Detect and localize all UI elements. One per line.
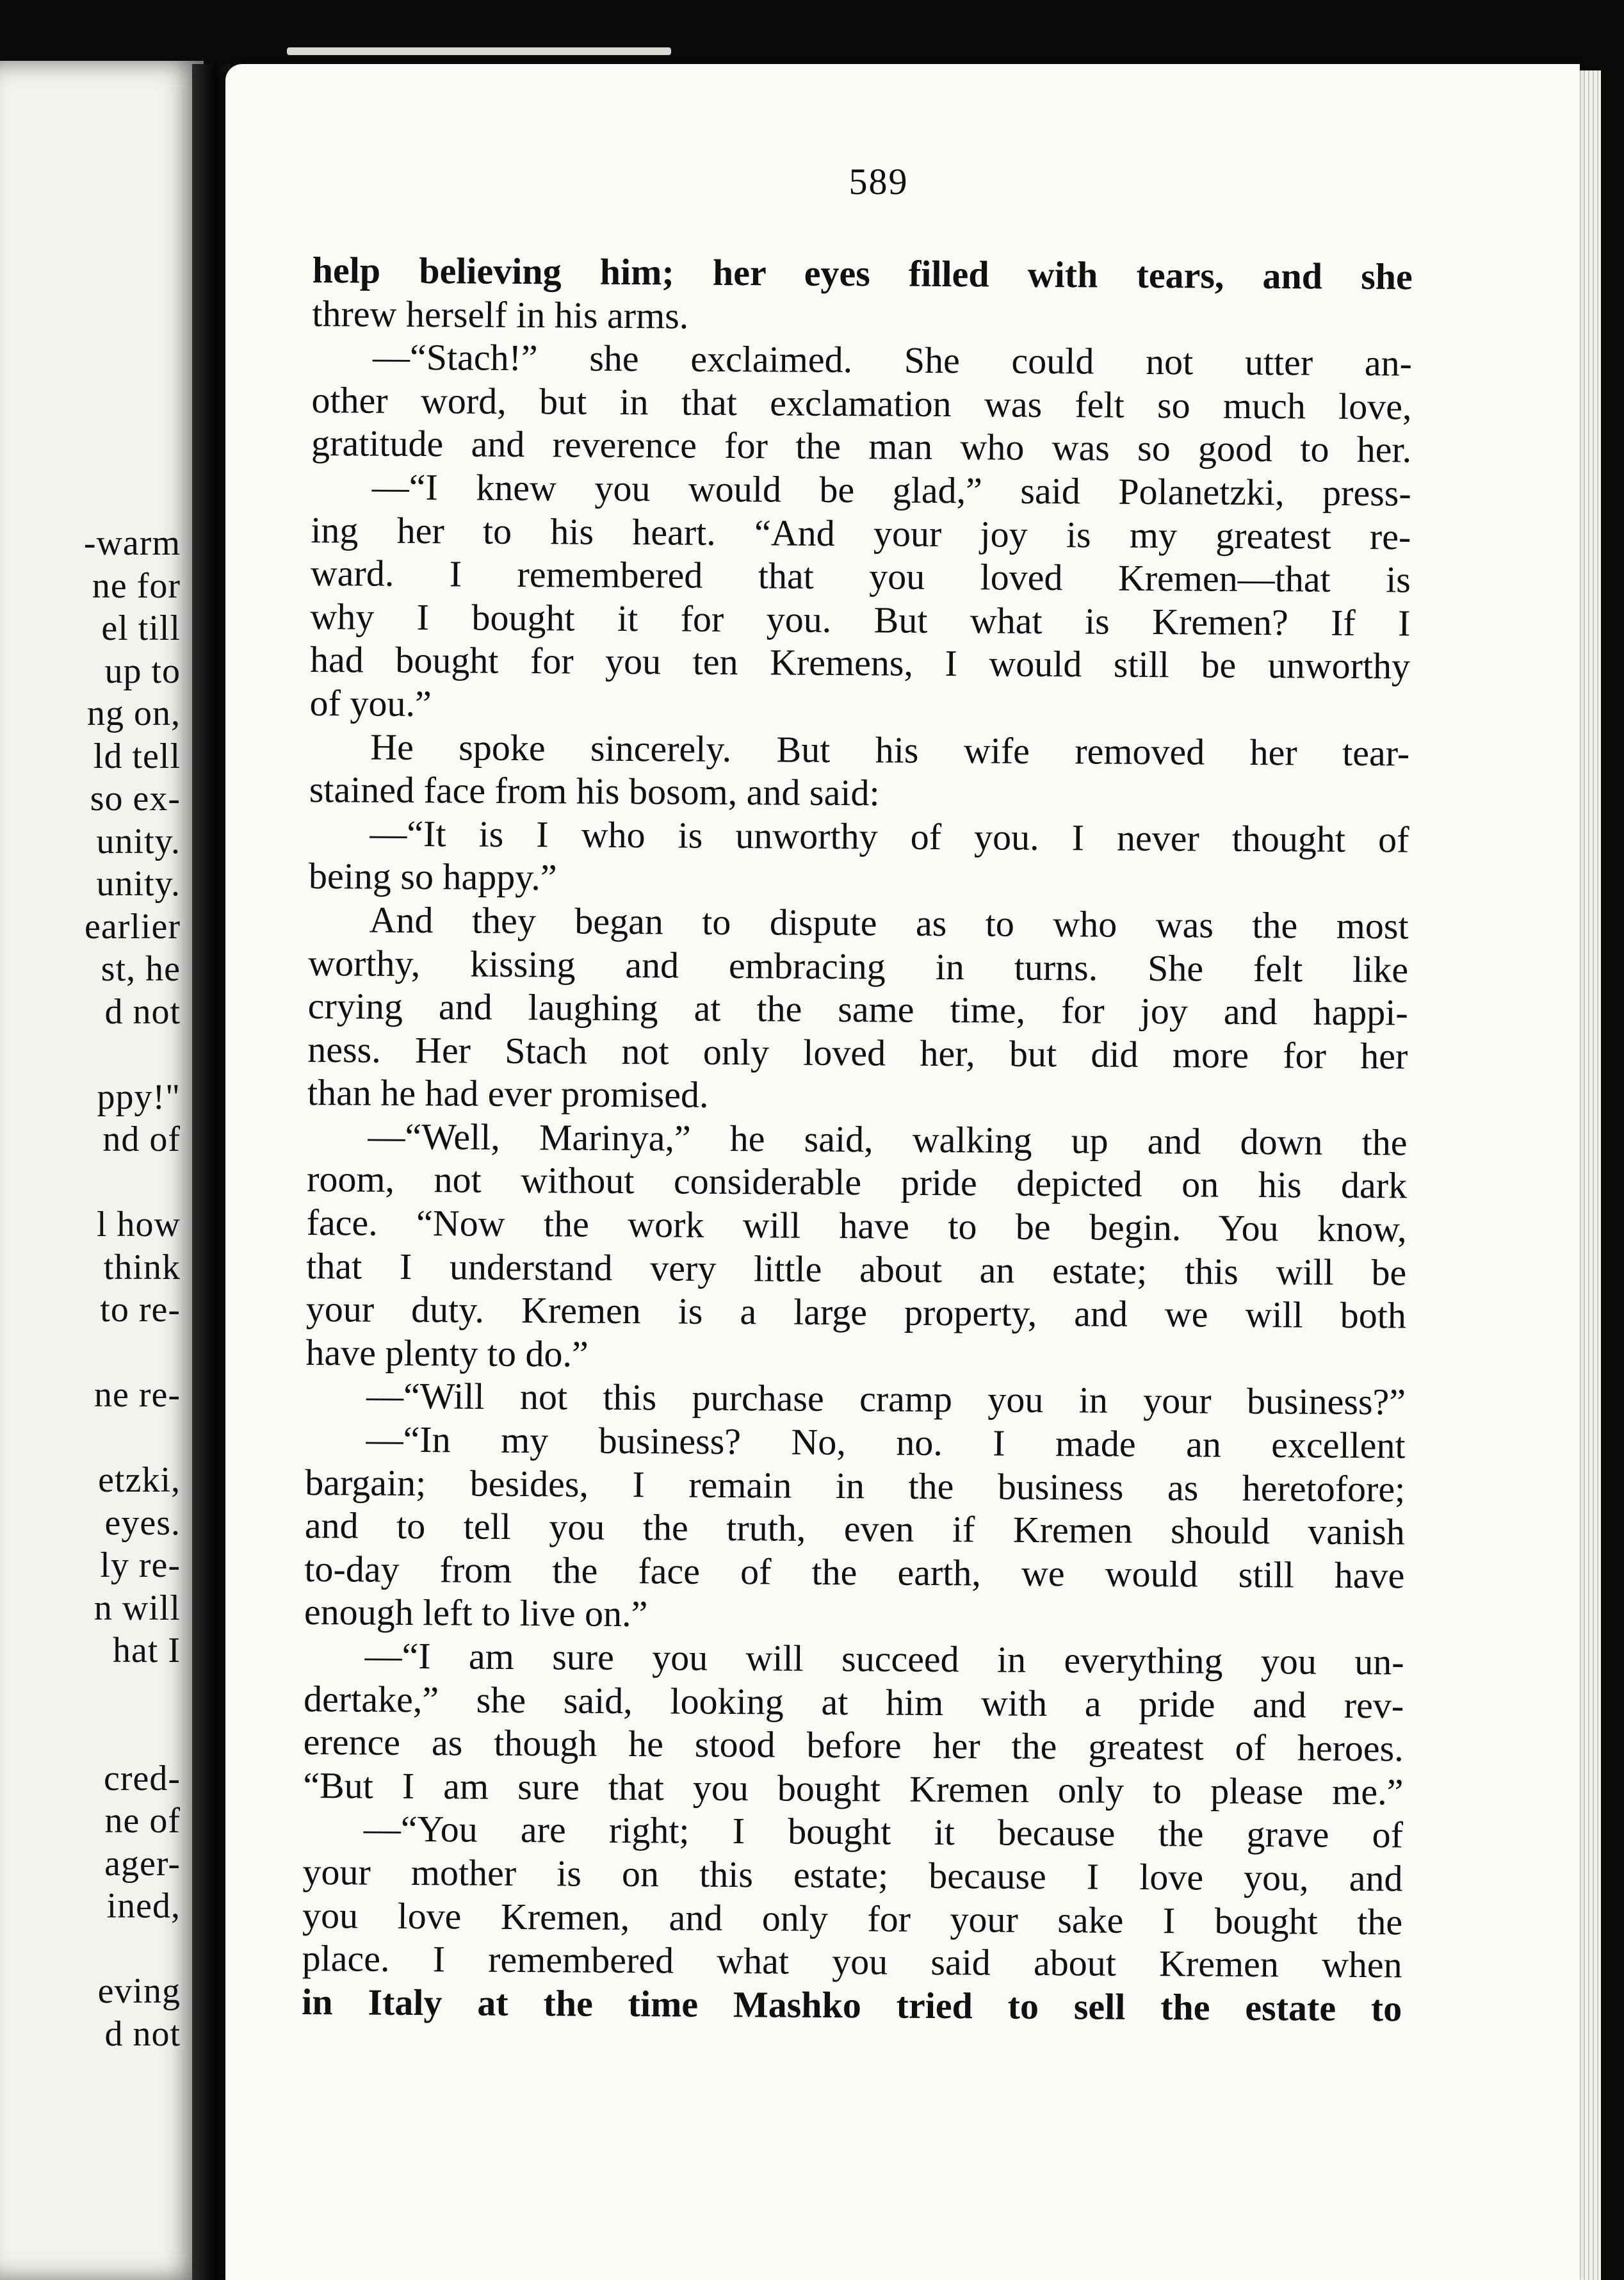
previous-page-line: eyes.: [104, 1502, 181, 1543]
text-line: place. I remembered what you said about Kremen when: [302, 1937, 1402, 1986]
text-line: And they began to dispute as to who was the most: [369, 899, 1409, 947]
previous-page-line: nd of: [102, 1120, 181, 1159]
previous-page-line: [84, 1417, 181, 1460]
previous-page-text: [84, 522, 181, 2055]
text-line: —“I am sure you will succeed in everything you un-: [364, 1634, 1404, 1683]
previous-page-line: earlier: [85, 906, 181, 947]
previous-page-line: ined,: [106, 1886, 181, 1926]
text-line: ward. I remembered that you loved Kremen—that is: [310, 552, 1411, 601]
previous-page-line: [84, 1033, 181, 1076]
text-line: to-day from the face of the earth, we would still have: [304, 1547, 1405, 1597]
text-line: gratitude and reverence for the man who was so good to her.: [311, 422, 1412, 471]
page-number: 589: [849, 161, 909, 202]
previous-page-line: d not: [104, 2014, 181, 2054]
previous-page-line: think: [103, 1247, 181, 1287]
previous-page-line: to re-: [100, 1290, 181, 1330]
text-line: enough left to live on.”: [304, 1591, 648, 1635]
previous-page-line: ne for: [92, 566, 181, 606]
body-text: [302, 248, 1413, 2030]
text-line: other word, but in that exclamation was felt so much love,: [311, 379, 1412, 428]
text-line: why I bought it for you. But what is Kremen? If I: [310, 595, 1411, 644]
text-line: —“You are right; I bought it because the grave of: [363, 1807, 1404, 1856]
previous-page-line: ne of: [104, 1801, 181, 1841]
previous-page-line: ly re-: [100, 1545, 181, 1585]
text-line: bargain; besides, I remain in the business as heretofore;: [305, 1461, 1406, 1510]
previous-page-line: -warm: [83, 523, 181, 563]
text-line: you love Kremen, and only for your sake I bought the: [302, 1894, 1403, 1943]
text-line: help believing him; her eyes filled with tears, and she: [312, 248, 1413, 298]
previous-page-line: cred-: [103, 1758, 181, 1798]
previous-page-line: el till: [101, 608, 181, 648]
text-line: —“I knew you would be glad,” said Polanetzki, press-: [371, 466, 1411, 514]
text-line: He spoke sincerely. But his wife removed her tear-: [370, 726, 1410, 774]
previous-page-line: ager-: [104, 1843, 181, 1884]
previous-page-line: etzki,: [98, 1460, 181, 1500]
text-line: crying and laughing at the same time, for joy and happi-: [307, 985, 1408, 1034]
text-line: and to tell you the truth, even if Kremen should vanish: [304, 1504, 1405, 1553]
text-line: had bought for you ten Kremens, I would still be unworthy: [309, 639, 1411, 687]
previous-page-line: d not: [104, 991, 181, 1032]
text-line: your mother is on this estate; because I love you, and: [302, 1850, 1403, 1900]
text-line: than he had ever promised.: [307, 1071, 709, 1116]
previous-page: [0, 61, 204, 2280]
text-line: stained face from his bosom, and said:: [309, 769, 880, 814]
text-line: face. “Now the work will have to be begin. You know,: [306, 1201, 1407, 1250]
previous-page-line: up to: [104, 651, 181, 691]
text-line: —“Stach!” she exclaimed. She could not utter an-: [372, 336, 1413, 384]
text-line: in Italy at the time Mashko tried to sell the estate to: [302, 1980, 1402, 2030]
text-line: ness. Her Stach not only loved her, but did more for her: [307, 1028, 1408, 1077]
previous-page-line: l how: [97, 1205, 181, 1244]
text-line: —“In my business? No, no. I made an excellent: [366, 1418, 1406, 1467]
previous-page-line: n will: [93, 1588, 181, 1628]
previous-page-line: [84, 1672, 181, 1715]
previous-page-line: [84, 1714, 181, 1757]
previous-page-line: [84, 1928, 181, 1971]
text-line: “But I am sure that you bought Kremen only to please me.”: [303, 1764, 1404, 1813]
text-line: threw herself in his arms.: [312, 292, 689, 337]
previous-page-line: ng on,: [87, 694, 181, 733]
previous-page-line: unity.: [96, 821, 181, 861]
text-line: dertake,” she said, looking at him with a pride and rev-: [303, 1677, 1404, 1727]
previous-page-line: so ex-: [90, 779, 181, 818]
previous-page-line: ppy!": [97, 1077, 181, 1117]
text-line: have plenty to do.”: [305, 1331, 589, 1375]
text-line: that I understand very little about an estate; this will be: [306, 1244, 1407, 1294]
previous-page-line: ld tell: [93, 736, 181, 776]
previous-page-line: st, he: [101, 949, 181, 989]
previous-page-line: eving: [97, 1971, 181, 2011]
text-line: worthy, kissing and embracing in turns. She felt like: [307, 941, 1409, 990]
previous-page-line: [84, 1161, 181, 1204]
previous-page-line: hat I: [112, 1631, 181, 1670]
previous-page-line: unity.: [96, 864, 181, 904]
text-line: room, not without considerable pride depicted on his dark: [306, 1158, 1408, 1207]
previous-page-line: [84, 1331, 181, 1374]
book-gutter: [192, 64, 231, 2280]
text-line: ing her to his heart. “And your joy is my greatest re-: [311, 509, 1411, 558]
text-line: —“Will not this purchase cramp you in your business?”: [366, 1374, 1406, 1423]
text-line: —“It is I who is unworthy of you. I never thought of: [369, 812, 1409, 861]
text-line: —“Well, Marinya,” he said, walking up and down the: [368, 1115, 1408, 1164]
text-line: your duty. Kremen is a large property, and we will both: [305, 1288, 1407, 1337]
previous-page-line: ne re-: [93, 1375, 181, 1415]
top-rule: [287, 47, 671, 55]
text-line: erence as though he stood before her the greatest of heroes.: [303, 1721, 1404, 1770]
text-line: being so happy.”: [308, 855, 557, 899]
text-line: of you.”: [309, 681, 432, 725]
